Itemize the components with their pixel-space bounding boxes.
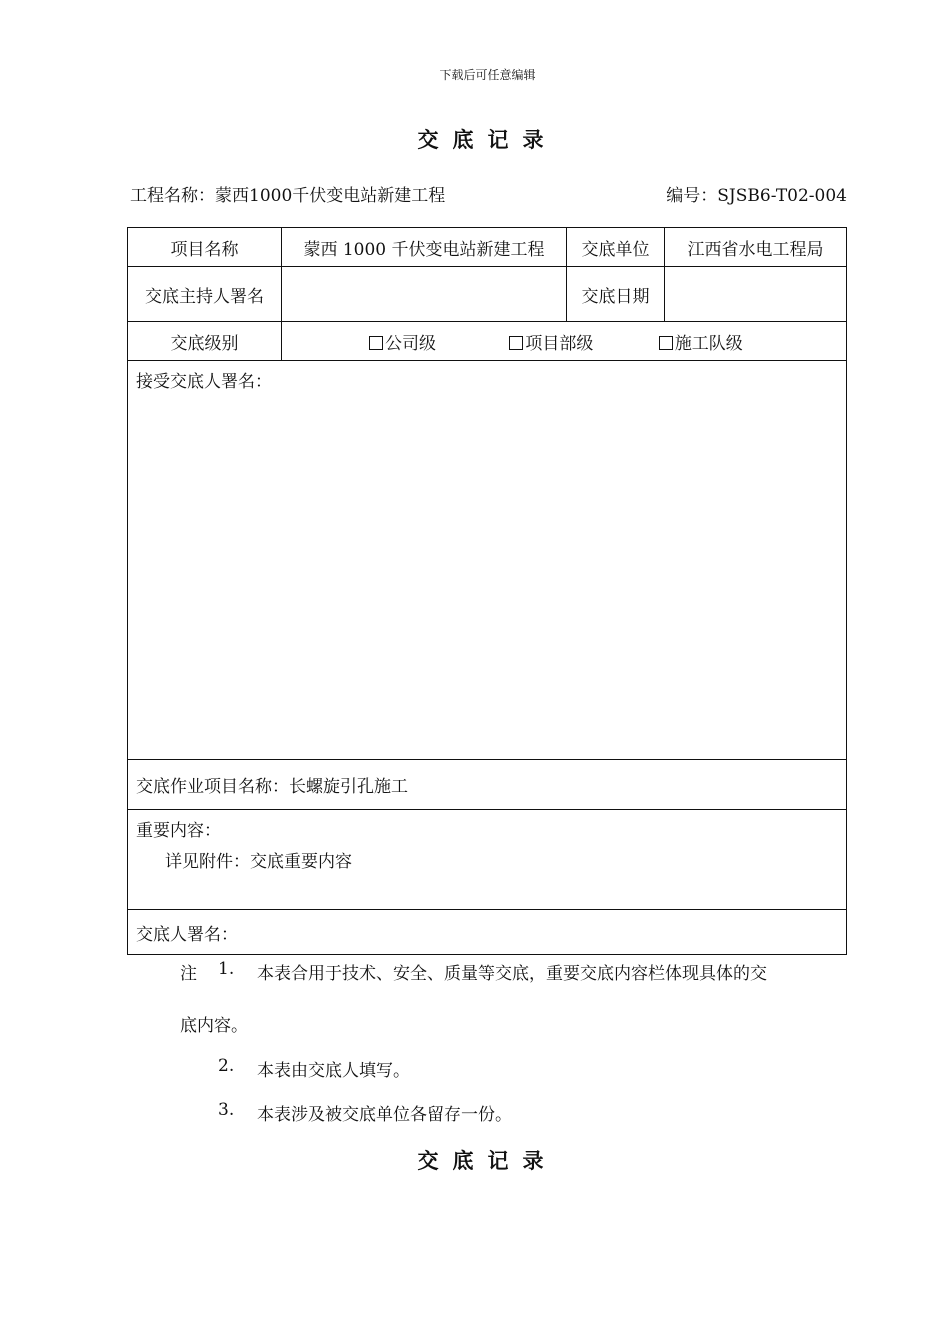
date-label: 交底日期 [567,267,665,322]
important-detail: 详见附件：交底重要内容 [165,852,352,872]
note-1-text: 本表合用于技术、安全、质量等交底，重要交底内容栏体现具体的交 [257,964,767,984]
checkbox-icon[interactable] [659,336,673,350]
level-option-team[interactable]: 施工队级 [659,329,743,354]
host-signature-field[interactable] [282,267,567,322]
level-option-project[interactable]: 项目部级 [509,329,593,354]
level-options [282,322,847,361]
checkbox-icon[interactable] [509,336,523,350]
date-field[interactable] [665,267,847,322]
level-label: 交底级别 [128,322,282,361]
note-2-text: 本表由交底人填写。 [257,1061,410,1081]
note-3-number: 3. [218,1100,235,1120]
work-item-name: 交底作业项目名称：长螺旋引孔施工 [128,760,847,810]
unit-value[interactable]: 江西省水电工程局 [665,228,847,267]
note-prefix: 注 [180,964,197,984]
note-1-continuation: 底内容。 [180,1016,248,1036]
project-name-value[interactable]: 蒙西 1000 千伏变电站新建工程 [282,228,567,267]
project-name-label: 项目名称 [128,228,282,267]
signer-area[interactable] [128,910,847,955]
header-note: 下载后可任意编辑 [439,68,536,82]
document-code: 编号：SJSB6-T02-004 [666,186,847,206]
record-table [127,227,847,955]
note-2-number: 2. [218,1056,235,1076]
checkbox-icon[interactable] [369,336,383,350]
document-title: 交底记录 [417,127,558,152]
second-document-title: 交底记录 [417,1148,558,1173]
signer-label: 交底人署名： [136,924,238,945]
note-1-number: 1. [218,959,235,979]
note-3-text: 本表涉及被交底单位各留存一份。 [257,1105,512,1125]
receiver-signature-area[interactable] [128,361,847,760]
project-name-line: 工程名称：蒙西1000千伏变电站新建工程 [130,186,446,206]
important-content-area [128,810,847,910]
unit-label: 交底单位 [567,228,665,267]
host-label: 交底主持人署名 [128,267,282,322]
important-label: 重要内容： [136,821,221,841]
level-option-company[interactable]: 公司级 [369,329,436,354]
receiver-label: 接受交底人署名： [136,372,272,392]
